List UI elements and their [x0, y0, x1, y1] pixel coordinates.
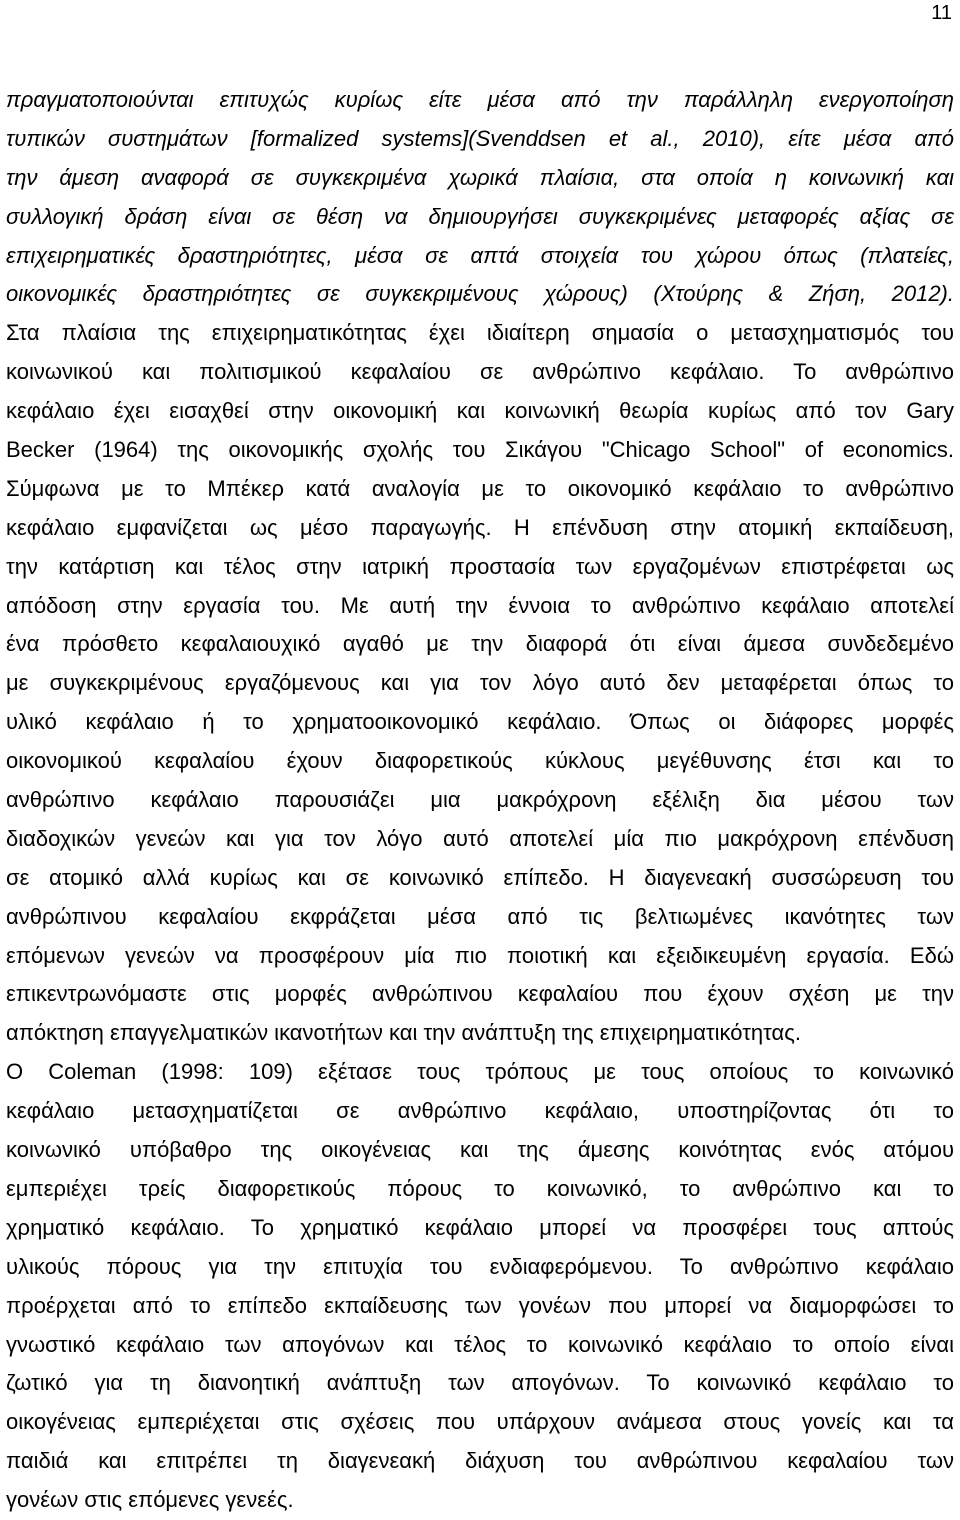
text-line: απόδοση στην εργασία του. Με αυτή την έννοια το ανθρώπινο κεφάλαιο αποτελεί — [6, 592, 954, 618]
text-line: την κατάρτιση και τέλος στην ιατρική προστασία των εργαζομένων επιστρέφεται ως — [6, 553, 954, 579]
text-line: κοινωνικού και πολιτισμικού κεφαλαίου σε ανθρώπινο κεφάλαιο. Το ανθρώπινο — [6, 359, 954, 385]
text-line: απόκτηση επαγγελματικών ικανοτήτων και την ανάπτυξη της επιχειρηματικότητας. — [6, 1020, 801, 1046]
text-line: ένα πρόσθετο κεφαλαιουχικό αγαθό με την διαφορά ότι είναι άμεσα συνδεδεμένο — [6, 631, 954, 657]
text-line: πραγματοποιούνται επιτυχώς κυρίως είτε μέσα από την παράλληλη ενεργοποίηση — [6, 87, 954, 112]
text-line: γονέων στις επόμενες γενεές. — [6, 1487, 294, 1513]
paragraph-coleman — [6, 1053, 954, 1520]
text-line: εμπεριέχει τρείς διαφορετικούς πόρους το κοινωνικό, το ανθρώπινο και το — [6, 1175, 954, 1201]
text-line: την άμεση αναφορά σε συγκεκριμένα χωρικά πλαίσια, στα οποία η κοινωνική και — [6, 164, 954, 190]
page-number: 11 — [931, 2, 952, 24]
text-line: κοινωνικό υπόβαθρο της οικογένειας και της άμεσης κοινότητας ενός ατόμου — [6, 1137, 954, 1163]
text-line: ανθρώπινου κεφαλαίου εκφράζεται μέσα από τις βελτιωμένες ικανότητες των — [6, 903, 954, 929]
text-line: Σύμφωνα με το Μπέκερ κατά αναλογία με το οικονομικό κεφάλαιο το ανθρώπινο — [6, 475, 954, 501]
text-line: τυπικών συστημάτων [formalized systems](Svenddsen et al., 2010), είτε μέσα από — [6, 125, 954, 151]
text-line: Στα πλαίσια της επιχειρηματικότητας έχει ιδιαίτερη σημασία ο μετασχηματισμός του — [6, 320, 954, 346]
text-line: συλλογική δράση είναι σε θέση να δημιουργήσει συγκεκριμένες μεταφορές αξίας σε — [6, 203, 954, 229]
italic-passage — [6, 81, 954, 314]
text-line: οικονομικού κεφαλαίου έχουν διαφορετικούς κύκλους μεγέθυνσης έτσι και το — [6, 748, 954, 774]
text-line: υλικό κεφάλαιο ή το χρηματοοικονομικό κεφάλαιο. Όπως οι διάφορες μορφές — [6, 709, 954, 735]
text-line: υλικούς πόρους για την επιτυχία του ενδιαφερόμενου. Το ανθρώπινο κεφάλαιο — [6, 1253, 954, 1279]
text-line: κεφάλαιο έχει εισαχθεί στην οικονομική και κοινωνική θεωρία κυρίως από τον Gary — [6, 398, 954, 424]
text-line: χρηματικό κεφάλαιο. Το χρηματικό κεφάλαιο μπορεί να προσφέρει τους απτούς — [6, 1214, 954, 1240]
text-line: Ο Coleman (1998: 109) εξέτασε τους τρόπους με τους οποίους το κοινωνικό — [6, 1059, 954, 1085]
text-line: παιδιά και επιτρέπει τη διαγενεακή διάχυση του ανθρώπινου κεφαλαίου των — [6, 1448, 954, 1474]
text-line: οικογένειας εμπεριέχεται στις σχέσεις που υπάρχουν ανάμεσα στους γονείς και τα — [6, 1409, 954, 1435]
text-line: επόμενων γενεών να προσφέρουν μία πιο ποιοτική και εξειδικευμένη εργασία. Εδώ — [6, 942, 954, 968]
text-line: γνωστικό κεφάλαιο των απογόνων και τέλος το κοινωνικό κεφάλαιο το οποίο είναι — [6, 1331, 954, 1357]
text-line: Becker (1964) της οικονομικής σχολής του Σικάγου "Chicago School" of economics. — [6, 437, 954, 463]
text-line: προέρχεται από το επίπεδο εκπαίδευσης των γονέων που μπορεί να διαμορφώσει το — [6, 1292, 954, 1318]
text-line: οικονομικές δραστηριότητες σε συγκεκριμένους χώρους) (Χτούρης & Ζήση, 2012). — [6, 281, 954, 307]
text-line: επιχειρηματικές δραστηριότητες, μέσα σε απτά στοιχεία του χώρου όπως (πλατείες, — [6, 242, 954, 268]
document-body — [6, 81, 954, 1520]
text-line: διαδοχικών γενεών και για τον λόγο αυτό αποτελεί μία πιο μακρόχρονη επένδυση — [6, 825, 954, 851]
paragraph-human-capital — [6, 314, 954, 1053]
text-line: σε ατομικό αλλά κυρίως και σε κοινωνικό επίπεδο. Η διαγενεακή συσσώρευση του — [6, 864, 954, 890]
text-line: με συγκεκριμένους εργαζόμενους και για τον λόγο αυτό δεν μεταφέρεται όπως το — [6, 670, 954, 696]
text-line: κεφάλαιο μετασχηματίζεται σε ανθρώπινο κεφάλαιο, υποστηρίζοντας ότι το — [6, 1098, 954, 1124]
text-line: επικεντρωνόμαστε στις μορφές ανθρώπινου κεφαλαίου που έχουν σχέση με την — [6, 981, 954, 1007]
text-line: ζωτικό για τη διανοητική ανάπτυξη των απογόνων. Το κοινωνικό κεφάλαιο το — [6, 1370, 954, 1396]
text-line: ανθρώπινο κεφάλαιο παρουσιάζει μια μακρόχρονη εξέλιξη δια μέσου των — [6, 787, 954, 813]
text-line: κεφάλαιο εμφανίζεται ως μέσο παραγωγής. Η επένδυση στην ατομική εκπαίδευση, — [6, 514, 954, 540]
